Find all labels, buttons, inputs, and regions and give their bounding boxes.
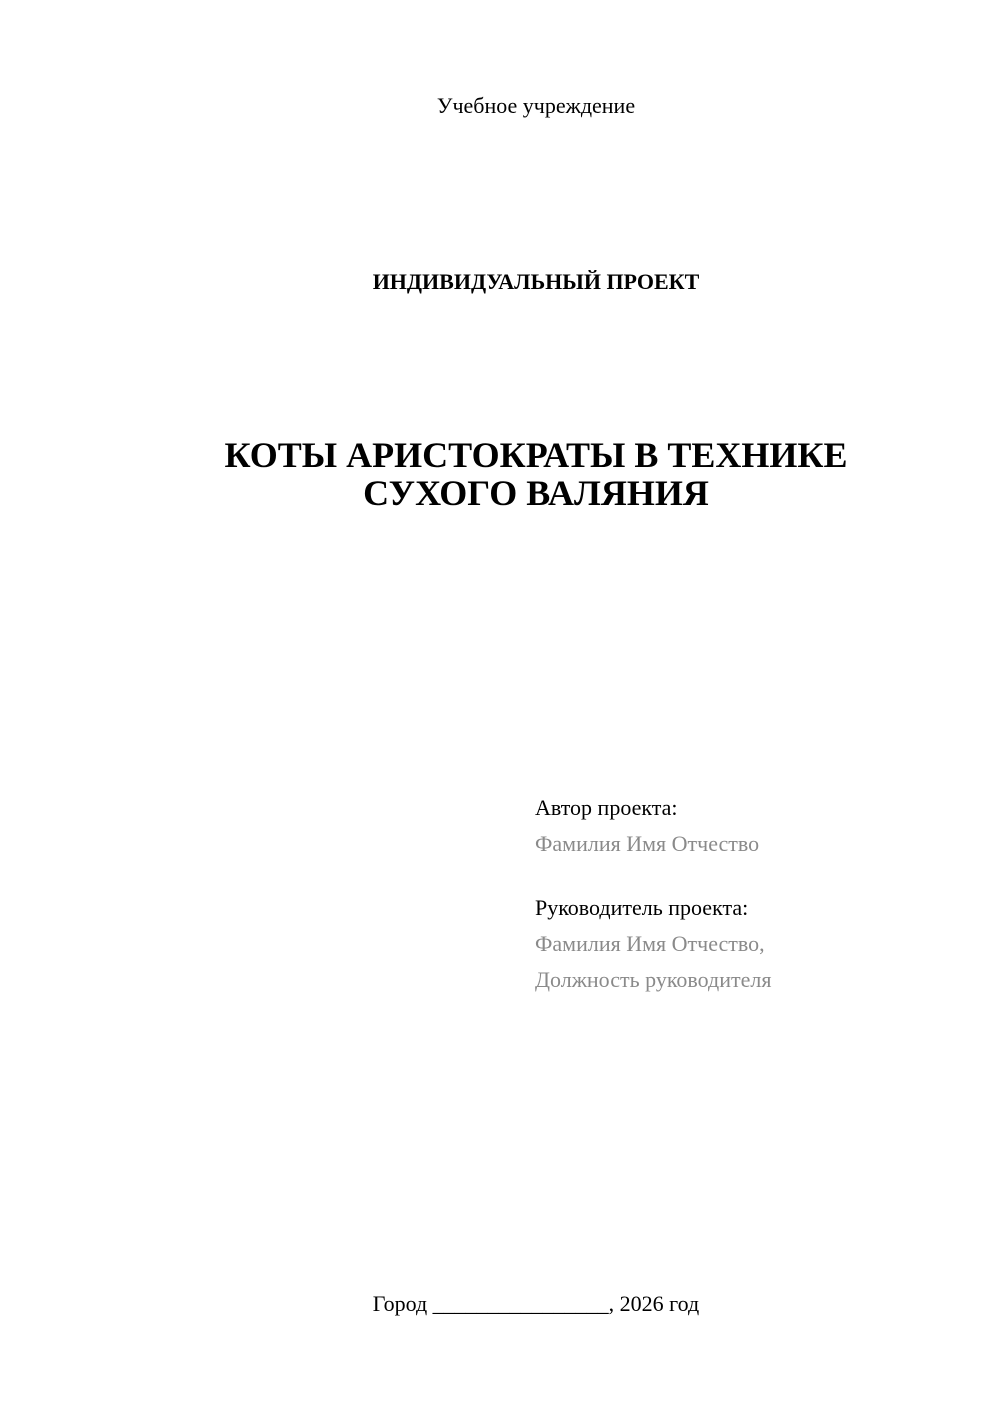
author-name: Фамилия Имя Отчество (535, 831, 760, 856)
credits-block (535, 790, 975, 1026)
supervisor-group (535, 890, 975, 998)
author-label: Автор проекта: (535, 795, 678, 820)
supervisor-label: Руководитель проекта: (535, 895, 749, 920)
project-type-heading: ИНДИВИДУАЛЬНЫЙ ПРОЕКТ (372, 269, 700, 294)
city-year-line: Город ________________, 2026 год (372, 1291, 700, 1316)
project-title-line-1: КОТЫ АРИСТОКРАТЫ В ТЕХНИКЕ (224, 435, 848, 475)
author-group (535, 790, 975, 862)
institution-name: Учебное учреждение (436, 93, 636, 118)
supervisor-position: Должность руководителя (535, 967, 772, 992)
project-title (0, 436, 1000, 512)
project-title-line-2: СУХОГО ВАЛЯНИЯ (363, 473, 709, 513)
supervisor-name: Фамилия Имя Отчество, (535, 931, 765, 956)
